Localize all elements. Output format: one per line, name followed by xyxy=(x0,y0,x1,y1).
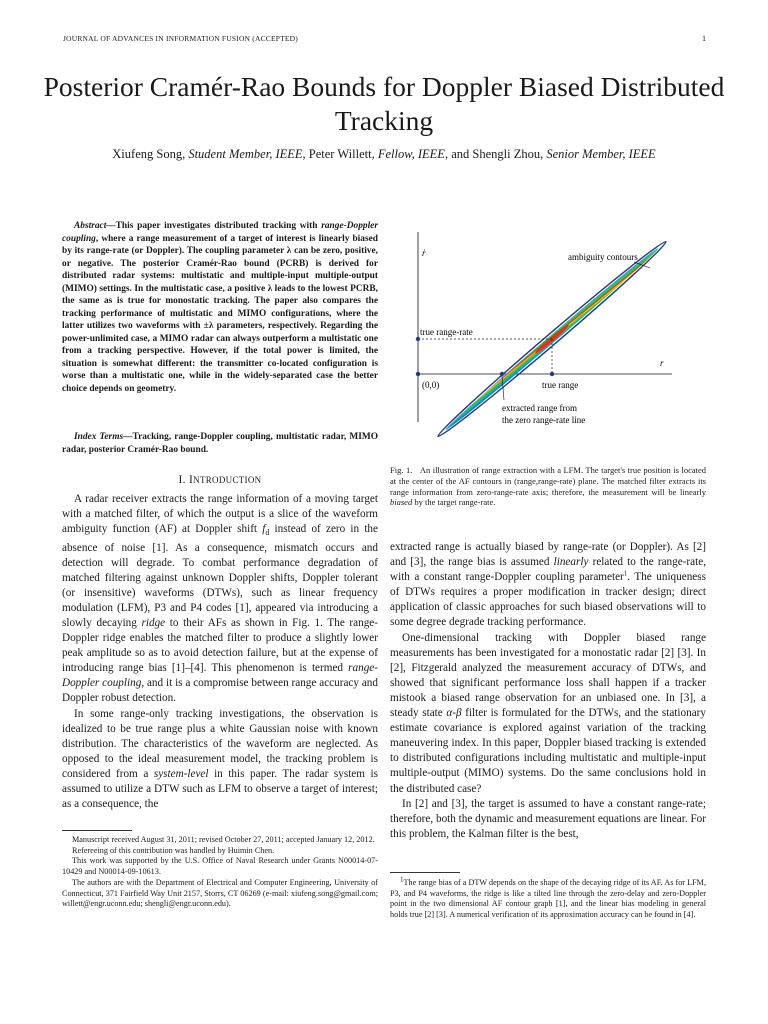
footnote: Refereeing of this contribution was handled by Huimin Chen. xyxy=(72,845,275,855)
footnote-rule xyxy=(62,830,132,831)
text: to their AFs as shown in Fig. 1. The range-Doppler ridge enables the matched filter to produce a slightly lower peak amplitude so as to avoid detection failure, but at the expense of introducing range bias [1]–[4]. This phenomenon is termed xyxy=(62,616,379,675)
ambiguity-diagram xyxy=(392,222,708,460)
text: related to the range-rate, with a constant range-Doppler coupling parameter xyxy=(390,556,706,584)
author-role: Student Member, IEEE xyxy=(188,147,303,161)
x-axis-label: r xyxy=(660,358,664,368)
emphasis: system-level xyxy=(153,767,209,780)
text: filter is formulated for the DTWs, and the stationary estimate covariance is explored against variation of the tracking maneuvering index. In this paper, Doppler biased tracking is extended to distributed configurations including multistatic and multiple-input multiple-output (MIMO) systems. Do the same conclusions hold in the distributed case? xyxy=(390,707,706,795)
true-range-rate-marker xyxy=(416,337,420,341)
emphasis: linearly xyxy=(553,556,589,569)
extracted-label-line-1: extracted range from xyxy=(502,403,577,413)
author-name: Peter Willett xyxy=(308,147,372,161)
paragraph: In [2] and [3], the target is assumed to have a constant range-rate; therefore, both the dynamic and measurement equations are linear. For this problem, the Kalman filter is the best, xyxy=(390,797,706,840)
caption-text: by the target range-rate. xyxy=(412,497,496,508)
footnote-mark: 1 xyxy=(400,875,404,884)
paragraph xyxy=(62,492,378,707)
right-footnote xyxy=(390,872,706,921)
math-subscript: d xyxy=(265,528,270,538)
page-number: 1 xyxy=(702,34,706,43)
author-role: Senior Member, IEEE xyxy=(546,147,656,161)
emphasis: range-Doppler coupling xyxy=(62,662,378,690)
author-name: Shengli Zhou xyxy=(472,147,541,161)
paragraph xyxy=(390,540,706,631)
running-header: JOURNAL OF ADVANCES IN INFORMATION FUSION (ACCEPTED) xyxy=(63,34,299,43)
section-heading xyxy=(62,474,378,486)
abstract-label: Abstract xyxy=(74,221,107,231)
caption-emphasis: biased xyxy=(390,497,413,508)
right-column-body xyxy=(390,540,706,842)
text: instead of zero in the absence of noise [1]. As a consequence, mismatch occurs and detection will degrade. To combat performance degradation of matched filtering against unknown Doppler shifts, Doppler tolerant (or insensitive) waveforms (DTWs), such as linear frequency modulation (LFM), P3 and P4 codes [1], appeared via introducing a slowly decaying xyxy=(62,523,378,629)
y-axis-label: ṙ xyxy=(422,248,426,258)
ambiguity-contours-label: ambiguity contours xyxy=(568,252,638,262)
intro-body xyxy=(62,492,378,812)
section-number: I. xyxy=(178,474,190,486)
true-range-label: true range xyxy=(542,380,579,390)
abstract-text: —This paper investigates distributed tracking with xyxy=(106,221,322,231)
emphasis: ridge xyxy=(141,616,166,629)
text: One-dimensional tracking with Doppler biased range measurements has been investigated for a monostatic radar [2] [3]. In [2], Fitzgerald analyzed the measurement accuracy of DTWs, and showed that significant performance loss shall happen if a tracker mistook a biased range observation for an unbiased one. In [3], a steady state xyxy=(390,631,706,720)
figure-caption xyxy=(390,465,706,508)
section-first-letter: I xyxy=(189,474,194,486)
math-symbol: f xyxy=(262,523,266,536)
author-name: Xiufeng Song xyxy=(112,147,183,161)
paragraph xyxy=(62,707,378,813)
author-role: Fellow, IEEE xyxy=(377,147,445,161)
text: in this paper. The radar system is assumed to utilize a DTW such as LFM to observe a target of interest; as a consequence, the xyxy=(62,767,378,811)
paper-title: Posterior Cramér-Rao Bounds for Doppler Biased Distributed Tracking xyxy=(43,71,725,136)
abstract-emphasis: range-Doppler coupling xyxy=(62,221,378,244)
paragraph xyxy=(390,631,706,797)
text: . The uniqueness of DTWs requires a proper modification in tracker design; direct application of classic approaches for such biased observations will to some degree degrade tracking performance. xyxy=(390,571,706,629)
index-terms-text: —Tracking, range-Doppler coupling, multistatic radar, MIMO radar, posterior Cramér-Rao bound. xyxy=(62,432,378,455)
footnote: This work was supported by the U.S. Office of Naval Research under Grants N00014-07-10429 and N00014-09-10613. xyxy=(62,856,378,877)
extracted-label-line-2: the zero range-rate line xyxy=(502,415,586,425)
math-symbol: α-β xyxy=(446,707,462,720)
section-title-rest: NTRODUCTION xyxy=(193,475,262,485)
footnote: The authors are with the Department of Electrical and Computer Engineering, University of Connecticut, 371 Fairfield Way Unit 2157, Storrs, CT 06269 (e-mail: xiufeng.song@gmail.com; willett@engr.uconn.edu; shengli@engr.uconn.edu). xyxy=(62,877,378,909)
index-terms-label: Index Terms xyxy=(74,432,124,442)
abstract-text: , where a range measurement of a target of interest is linearly biased by its range-rate (or Doppler). The coupling parameter λ can be zero, positive, or negative. The posterior Cramér-Rao bound (PCRB) is derived for distributed radar systems: multistatic and multiple-input multiple-output (MIMO) settings. In the multistatic case, a positive λ leads to the lowest PCRB, the same as is true for monostatic tracking. The paper also compares the tracking performance of multistatic and MIMO configurations, where the latter utilizes two waveforms with ±λ parameters, respectively. Regarding the power-unlimited case, a MIMO radar can always outperform a multistatic one from a tracking perspective. However, if the total power is limited, the situation is somewhat different: the transmitter co-located configuration is worse than a multistatic one, while in the widely-separated case the better choice depends on geometry. xyxy=(62,233,378,394)
figure-1 xyxy=(392,222,708,460)
text: , and it is a compromise between range accuracy and Doppler robust detection. xyxy=(62,677,378,705)
true-range-marker xyxy=(550,372,554,376)
text: A radar receiver extracts the range information of a moving target with a matched filter, of which the output is a slice of the waveform ambiguity function (AF) at Doppler shift xyxy=(62,493,378,536)
footnote: Manuscript received August 31, 2011; revised October 27, 2011; accepted January 12, 2012. xyxy=(72,835,375,844)
index-terms xyxy=(62,431,378,456)
footnote-ref: 1 xyxy=(623,569,628,578)
caption-text: An illustration of range extraction with a LFM. The target's true position is located at the center of the AF contours in (range,range-rate) plane. The matched filter extracts its range information from zero-range-rate axis; therefore, the measurement will be linearly xyxy=(390,465,707,497)
footnote xyxy=(390,875,706,921)
footnote-text: The range bias of a DTW depends on the shape of the decaying ridge of its AF. As for LFM, P3, and P4 waveforms, the ridge is like a tilted line through the zero-delay and zero-Doppler point in the two dimensional AF contour graph [1], and the linear bias modeling in general holds true [2] [3]. A numerical verification of its approximation accuracy can be found in [4]. xyxy=(390,878,706,920)
caption-label: Fig. 1. xyxy=(390,465,413,475)
origin-label: (0,0) xyxy=(422,380,440,390)
text: In some range-only tracking investigations, the observation is idealized to be true range plus a white Gaussian noise with known distribution. The characteristics of the waveform are neglected. As opposed to the ideal measurement model, the tracking problem is considered from a xyxy=(62,707,378,780)
footnote-rule xyxy=(390,872,460,873)
left-footnotes xyxy=(62,830,378,910)
true-range-rate-label: true range-rate xyxy=(420,327,473,337)
extracted-range-marker xyxy=(500,372,504,376)
origin-marker xyxy=(416,372,420,376)
abstract xyxy=(62,220,378,395)
author-line: Xiufeng Song, Student Member, IEEE, Peter Willett, Fellow, IEEE, and Shengli Zhou, Senior Member, IEEE xyxy=(112,147,656,161)
text: extracted range is actually biased by range-rate (or Doppler). As [2] and [3], the range bias is assumed xyxy=(390,541,706,569)
